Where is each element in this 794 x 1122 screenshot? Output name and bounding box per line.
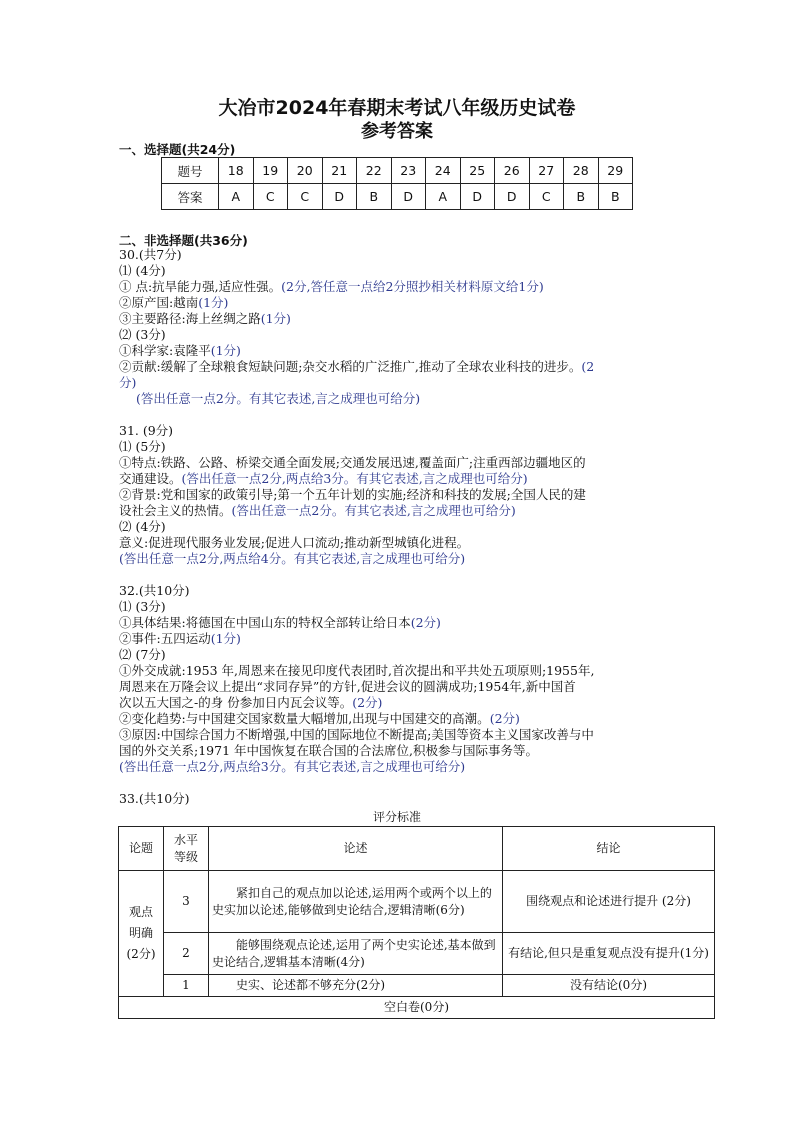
rubric-conclusion: 有结论,但只是重复观点没有提升(1分) bbox=[503, 933, 715, 975]
q32-line5: ③原因:中国综合国力不断增强,中国的国际地位不断提高;美国等资本主义国家改善与中 bbox=[119, 727, 594, 742]
rubric-level: 2 bbox=[164, 933, 209, 975]
q30-line3: ③主要路径:海上丝绸之路(1分) bbox=[119, 311, 291, 326]
question-number-cell: 29 bbox=[598, 158, 633, 184]
q32-line5-cont: 国的外交关系;1971 年中国恢复在联合国的合法席位,积极参与国际事务等。 bbox=[119, 743, 538, 758]
q30-part1: ⑴ (4分) bbox=[119, 263, 166, 278]
question-number-cell: 18 bbox=[219, 158, 254, 184]
q30-line1: ① 点:抗旱能力强,适应性强。(2分,答任意一点给2分照抄相关材料原文给1分) bbox=[119, 279, 544, 294]
answer-cell: D bbox=[495, 184, 530, 210]
rubric-col-argument: 论述 bbox=[209, 827, 503, 871]
q32-note: (答出任意一点2分,两点给3分。有其它表述,言之成理也可给分) bbox=[119, 759, 466, 774]
q30-heading: 30.(共7分) bbox=[119, 247, 182, 262]
question-number-cell: 24 bbox=[426, 158, 461, 184]
rubric-argument: 能够围绕观点论述,运用了两个史实论述,基本做到史论结合,逻辑基本清晰(4分) bbox=[209, 933, 503, 975]
question-number-cell: 27 bbox=[529, 158, 564, 184]
q31-part1: ⑴ (5分) bbox=[119, 439, 166, 454]
rubric-conclusion: 围绕观点和论述进行提升 (2分) bbox=[503, 871, 715, 933]
q31-line1: ①特点:铁路、公路、桥梁交通全面发展;交通发展迅速,覆盖面广;注重西部边疆地区的 bbox=[119, 455, 586, 470]
question-number-cell: 20 bbox=[288, 158, 323, 184]
question-number-cell: 26 bbox=[495, 158, 530, 184]
q30-line4: ①科学家:袁隆平(1分) bbox=[119, 343, 241, 358]
q32-heading: 32.(共10分) bbox=[119, 583, 190, 598]
rubric-table bbox=[118, 826, 715, 1019]
q33-heading: 33.(共10分) bbox=[119, 791, 190, 806]
row-label-answer: 答案 bbox=[162, 184, 219, 210]
q32-line3: ①外交成就:1953 年,周恩来在接见印度代表团时,首次提出和平共处五项原则;1955年, bbox=[119, 663, 595, 678]
answer-cell: D bbox=[322, 184, 357, 210]
q32-line1: ①具体结果:将德国在中国山东的特权全部转让给日本(2分) bbox=[119, 615, 441, 630]
page-title: 大冶市2024年春期末考试八年级历史试卷 bbox=[218, 97, 576, 119]
rubric-row-level1 bbox=[119, 975, 715, 997]
rubric-title: 评分标准 bbox=[372, 810, 421, 824]
row-label-number: 题号 bbox=[162, 158, 219, 184]
rubric-row-level3 bbox=[119, 871, 715, 933]
rubric-level: 1 bbox=[164, 975, 209, 997]
q31-line3: 意义:促进现代服务业发展;促进人口流动;推动新型城镇化进程。 bbox=[119, 535, 470, 550]
question-number-cell: 19 bbox=[253, 158, 288, 184]
q32-line3-cont2: 次以五大国之-的身 份参加日内瓦会议等。(2分) bbox=[119, 695, 383, 710]
question-number-cell: 25 bbox=[460, 158, 495, 184]
question-number-cell: 22 bbox=[357, 158, 392, 184]
question-number-cell: 21 bbox=[322, 158, 357, 184]
page-subtitle: 参考答案 bbox=[361, 121, 433, 142]
q30-line2: ②原产国:越南(1分) bbox=[119, 295, 229, 310]
question-number-cell: 23 bbox=[391, 158, 426, 184]
rubric-topic-label: 观点 明确 (2分) bbox=[119, 871, 164, 997]
answer-cell: C bbox=[529, 184, 564, 210]
answer-cell: D bbox=[460, 184, 495, 210]
q31-line1-cont: 交通建设。(答出任意一点2分,两点给3分。有其它表述,言之成理也可给分) bbox=[119, 471, 528, 486]
answer-table bbox=[161, 157, 633, 210]
rubric-conclusion: 没有结论(0分) bbox=[503, 975, 715, 997]
q32-line4: ②变化趋势:与中国建交国家数量大幅增加,出现与中国建交的高潮。(2分) bbox=[119, 711, 520, 726]
answer-cell: A bbox=[426, 184, 461, 210]
rubric-row-level2 bbox=[119, 933, 715, 975]
rubric-col-level: 水平 等级 bbox=[164, 827, 209, 871]
answer-cell: B bbox=[598, 184, 633, 210]
question-number-cell: 28 bbox=[564, 158, 599, 184]
q32-line2: ②事件:五四运动(1分) bbox=[119, 631, 241, 646]
rubric-col-topic: 论题 bbox=[119, 827, 164, 871]
q32-part2: ⑵ (7分) bbox=[119, 647, 166, 662]
q30-line5-cont: 分) bbox=[119, 375, 137, 390]
answer-cell: A bbox=[219, 184, 254, 210]
answer-cell: C bbox=[288, 184, 323, 210]
answer-cell: B bbox=[564, 184, 599, 210]
rubric-col-conclusion: 结论 bbox=[503, 827, 715, 871]
section-1-heading: 一、选择题(共24分) bbox=[119, 142, 236, 157]
rubric-header-row bbox=[119, 827, 715, 871]
rubric-argument: 史实、论述都不够充分(2分) bbox=[209, 975, 503, 997]
q30-note: (答出任意一点2分。有其它表述,言之成理也可给分) bbox=[136, 391, 421, 406]
q31-line2-cont: 设社会主义的热情。(答出任意一点2分。有其它表述,言之成理也可给分) bbox=[119, 503, 516, 518]
q32-part1: ⑴ (3分) bbox=[119, 599, 166, 614]
q32-line3-cont1: 周恩来在万隆会议上提出“求同存异”的方针,促进会议的圆满成功;1954年,新中国首 bbox=[119, 679, 576, 694]
answer-cell: C bbox=[253, 184, 288, 210]
rubric-argument: 紧扣自己的观点加以论述,运用两个或两个以上的史实加以论述,能够做到史论结合,逻辑清晰(6分) bbox=[209, 871, 503, 933]
answer-cell: B bbox=[357, 184, 392, 210]
q31-heading: 31. (9分) bbox=[119, 423, 174, 438]
rubric-blank: 空白卷(0分) bbox=[119, 997, 715, 1019]
rubric-blank-row bbox=[119, 997, 715, 1019]
q31-line2: ②背景:党和国家的政策引导;第一个五年计划的实施;经济和科技的发展;全国人民的建 bbox=[119, 487, 586, 502]
answer-table-number-row bbox=[162, 158, 633, 184]
rubric-level: 3 bbox=[164, 871, 209, 933]
answer-cell: D bbox=[391, 184, 426, 210]
answer-table-answer-row bbox=[162, 184, 633, 210]
q31-note: (答出任意一点2分,两点给4分。有其它表述,言之成理也可给分) bbox=[119, 551, 466, 566]
q30-line5: ②贡献:缓解了全球粮食短缺问题;杂交水稻的广泛推广,推动了全球农业科技的进步。(2 bbox=[119, 359, 595, 374]
q30-part2: ⑵ (3分) bbox=[119, 327, 166, 342]
q31-part2: ⑵ (4分) bbox=[119, 519, 166, 534]
section-2-heading: 二、非选择题(共36分) bbox=[119, 233, 248, 248]
